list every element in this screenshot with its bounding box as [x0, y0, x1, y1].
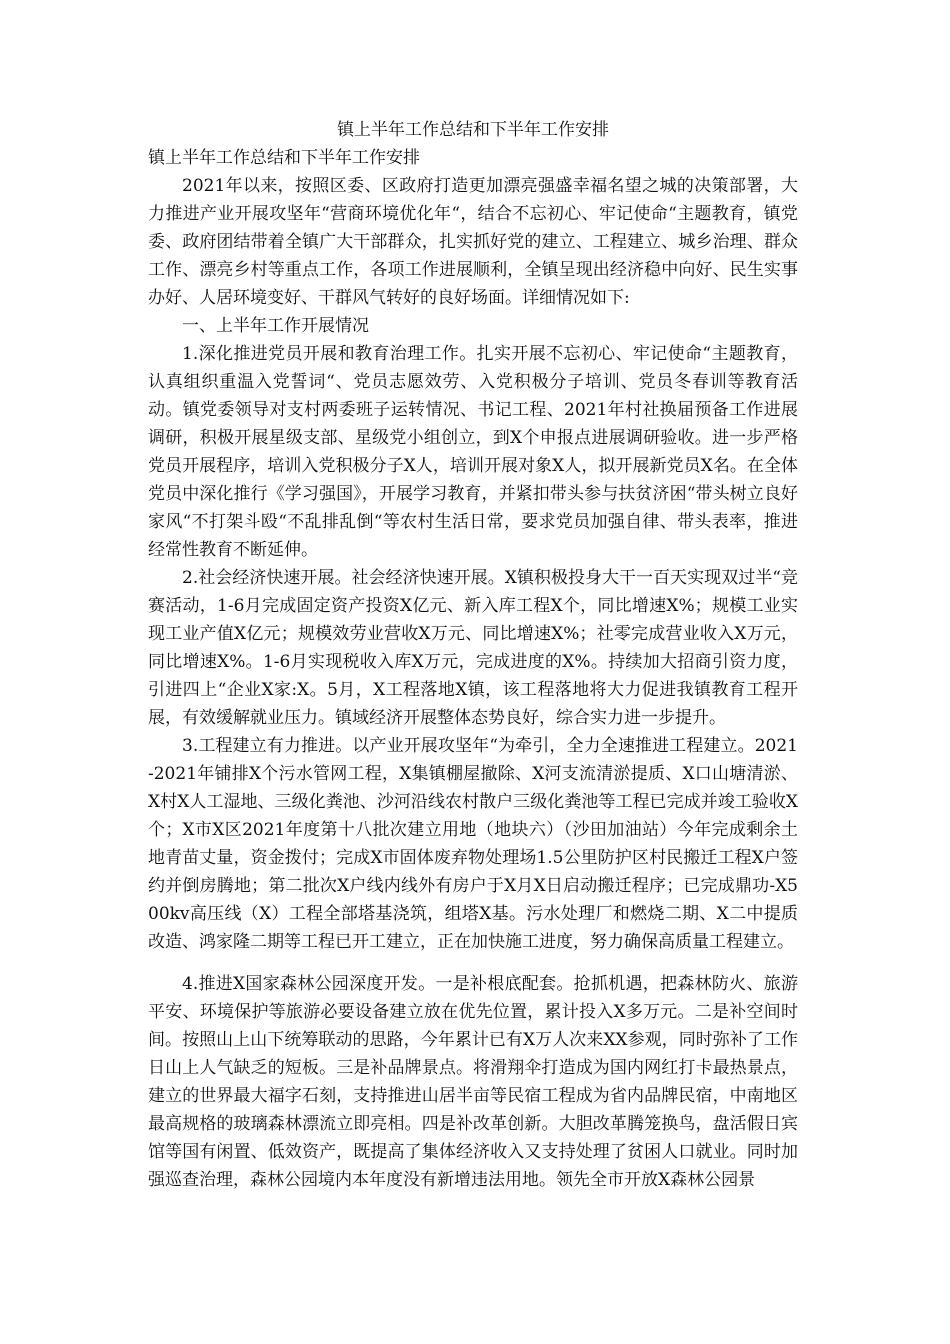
intro-paragraph: 2021年以来，按照区委、区政府打造更加漂亮强盛幸福名望之城的决策部署，大力推进产业开展攻坚年“营商环境优化年“，结合不忘初心、牢记使命“主题教育，镇党委、政府团结带着全镇广大干部群众，扎实抓好党的建立、工程建立、城乡治理、群众工作、漂亮乡村等重点工作，各项工作进展顺利，全镇呈现出经济稳中向好、民生实事办好、人居环境变好、干群风气转好的良好场面。详细情况如下:: [148, 176, 798, 308]
paragraph-2: 2.社会经济快速开展。社会经济快速开展。X镇积极投身大干一百天实现双过半“竞赛活动，1-6月完成固定资产投资X亿元、新入库工程X个，同比增速X%；规模工业实现工业产值X亿元；规模效劳业营收X万元、同比增速X%；社零完成营业收入X万元，同比增速X%。1-6月实现税收入库X万元，完成进度的X%。持续加大招商引资力度，引进四上“企业X家:X。5月，X工程落地X镇，该工程落地将大力促进我镇教育工程开展，有效缓解就业压力。镇域经济开展整体态势良好，综合实力进一步提升。: [148, 568, 798, 728]
document-title: 镇上半年工作总结和下半年工作安排: [337, 120, 609, 140]
paragraph-3: 3.工程建立有力推进。以产业开展攻坚年“为牵引，全力全速推进工程建立。2021-2021年铺排X个污水管网工程，X集镇棚屋撤除、X河支流清淤提质、X口山塘清淤、X村X人工湿地、三级化粪池、沙河沿线农村散户三级化粪池等工程已完成并竣工验收X个；X市X区2021年度第十八批次建立用地（地块六）（沙田加油站）今年完成剩余土地青苗丈量，资金拨付；完成X市固体废弃物处理场1.5公里防护区村民搬迁工程X户签约并倒房腾地；第二批次X户线内线外有房户于X月X日启动搬迁程序；已完成鼎功-X500kv高压线（X）工程全部塔基浇筑，组塔X基。污水处理厂和燃烧二期、X二中提质改造、鸿家隆二期等工程已开工建立，正在加快施工进度，努力确保高质量工程建立。: [148, 736, 798, 952]
document-body: [148, 116, 798, 1194]
section-heading: 一、上半年工作开展情况: [182, 316, 369, 336]
paragraph-4: 4.推进X国家森林公园深度开发。一是补根底配套。抢抓机遇，把森林防火、旅游平安、环境保护等旅游必要设备建立放在优先位置，累计投入X多万元。二是补空间时间。按照山上山下统筹联动的思路，今年累计已有X万人次来XX参观，同时弥补了工作日山上人气缺乏的短板。三是补品牌景点。将滑翔伞打造成为国内网红打卡最热景点，建立的世界最大福字石刻，支持推进山居半亩等民宿工程成为省内品牌民宿，中南地区最高规格的玻璃森林漂流立即亮相。四是补改革创新。大胆改革腾笼换鸟，盘活假日宾馆等国有闲置、低效资产，既提高了集体经济收入又支持处理了贫困人口就业。同时加强巡查治理，森林公园境内本年度没有新增违法用地。领先全市开放X森林公园景: [148, 974, 798, 1190]
paragraph-gap: [148, 956, 798, 970]
paragraph-1: 1.深化推进党员开展和教育治理工作。扎实开展不忘初心、牢记使命“主题教育，认真组织重温入党誓词“、党员志愿效劳、入党积极分子培训、党员冬春训等教育活动。镇党委领导对支村两委班子运转情况、书记工程、2021年村社换届预备工作进展调研，积极开展星级支部、星级党小组创立，到X个申报点进展调研验收。进一步严格党员开展程序，培训入党积极分子X人，培训开展对象X人，拟开展新党员X名。在全体党员中深化推行《学习强国》，开展学习教育，并紧扣带头参与扶贫济困“带头树立良好家风“不打架斗殴“不乱排乱倒“等农村生活日常，要求党员加强自律、带头表率，推进经常性教育不断延伸。: [148, 344, 798, 560]
document-subtitle: 镇上半年工作总结和下半年工作安排: [148, 148, 420, 168]
